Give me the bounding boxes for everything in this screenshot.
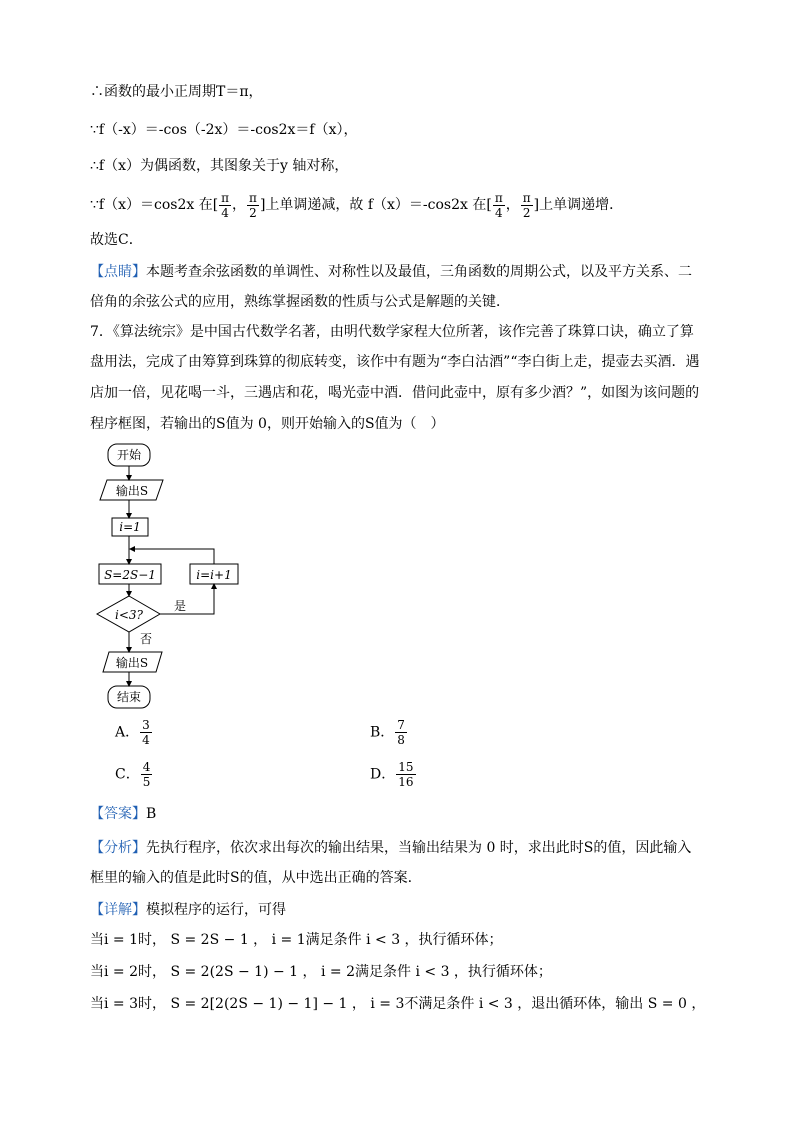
option-b-fraction — [395, 718, 407, 747]
fraction-pi-over-2 — [247, 191, 259, 220]
fraction-pi-over-2 — [521, 191, 533, 220]
frac-num: 7 — [397, 718, 405, 732]
flowchart — [90, 438, 250, 718]
frac-num: π — [221, 190, 230, 205]
no-label: 否 — [139, 632, 153, 646]
question-line-1: 7．《算法统宗》是中国古代数学名著，由明代数学家程大位所著，该作完善了珠算口诀，确立了算 — [90, 324, 694, 340]
step-1: 当i = 1时， S = 2S − 1 ， i = 1满足条件 i < 3 ，执行循环体； — [90, 932, 503, 948]
option-d[interactable] — [370, 760, 417, 789]
line-monotonic: ∵f（x）＝cos2x 在[ $\frac{\pi}{4}$ ， $\frac{\pi}{2}$ ]上单调递减，故 f（x）＝-cos2x 在[ $\frac{\pi}{4}$ ， $\frac{\pi}{2}$ ]上单调递增． — [90, 190, 624, 220]
answer-line — [90, 804, 156, 824]
option-a-label: A． — [115, 724, 140, 741]
option-c-fraction — [141, 760, 153, 789]
dianjing-text-1: 本题考查余弦函数的单调性、对称性以及最值，三角函数的周期公式，以及平方关系、二 — [146, 264, 692, 280]
dianjing-tag: 【点睛】 — [90, 264, 146, 280]
end-label: 结束 — [116, 690, 142, 704]
yes-label: 是 — [173, 599, 187, 613]
option-a-fraction — [140, 718, 152, 747]
frac-den: 2 — [522, 205, 531, 220]
step-2: 当i = 2时， S = 2(2S − 1) − 1 ， i = 2满足条件 i < 3 ，执行循环体； — [90, 964, 552, 980]
monotonic-part-1: ∵f（x）＝cos2x 在[ — [90, 197, 219, 213]
step-3: 当i = 3时， S = 2[2(2S − 1) − 1] − 1 ， i = 3不满足条件 i < 3 ，退出循环体，输出 S = 0 ， — [90, 996, 706, 1012]
detail-line — [90, 900, 286, 920]
question-line-4: 程序框图，若输出的S值为 0，则开始输入的S值为（ ） — [90, 416, 445, 432]
frac-den: 4 — [142, 733, 150, 747]
frac-den: 5 — [142, 775, 151, 789]
option-a[interactable] — [115, 718, 153, 747]
frac-den: 2 — [249, 205, 257, 220]
option-d-label: D． — [370, 766, 396, 783]
frac-num: 4 — [142, 760, 151, 774]
frac-num: π — [494, 190, 503, 205]
analysis-line-1 — [90, 838, 691, 858]
line-choose-c: 故选C． — [90, 232, 143, 248]
option-b-label: B． — [370, 724, 395, 741]
question-line-2: 盘用法，完成了由筹算到珠算的彻底转变，该作中有题为“李白沽酒”“李白街上走，提壶去买酒．遇 — [90, 354, 700, 370]
monotonic-part-2: ]上单调递减，故 f（x）＝-cos2x 在[ — [259, 197, 492, 213]
detail-tag: 【详解】 — [90, 902, 146, 918]
option-c-label: C． — [115, 766, 140, 783]
answer-tag: 【答案】 — [90, 806, 146, 822]
frac-den: 4 — [221, 205, 229, 220]
analysis-line-2: 框里的输入的值是此时S的值，从中选出正确的答案. — [90, 870, 413, 886]
dianjing-line-1 — [90, 262, 692, 282]
detail-text: 模拟程序的运行，可得 — [146, 902, 286, 918]
monotonic-part-3: ]上单调递增． — [533, 197, 624, 213]
line-even-check: ∵f（-x）＝-cos（-2x）＝-cos2x＝f（x）， — [90, 122, 358, 138]
frac-num: π — [249, 190, 257, 205]
assign-label: S=2S−1 — [104, 568, 156, 582]
answer-value: B — [146, 806, 157, 822]
analysis-tag: 【分析】 — [90, 840, 146, 856]
question-line-3: 店加一倍，见花喝一斗，三遇店和花，喝光壶中酒．借问此壶中，原有多少酒？”，如图为该问题的 — [90, 385, 700, 401]
option-d-fraction — [396, 760, 415, 789]
start-label: 开始 — [116, 448, 142, 462]
frac-num: 15 — [398, 760, 414, 774]
line-even-function: ∴f（x）为偶函数，其图象关于y 轴对称， — [90, 158, 349, 174]
frac-den: 16 — [398, 775, 414, 789]
dianjing-line-2: 倍角的余弦公式的应用，熟练掌握函数的性质与公式是解题的关键． — [90, 294, 510, 310]
increment-label: i=i+1 — [196, 568, 232, 582]
init-label: i=1 — [119, 520, 141, 534]
frac-num: 3 — [142, 718, 150, 732]
option-b[interactable] — [370, 718, 408, 747]
condition-label: i<3? — [115, 608, 143, 622]
option-c[interactable] — [115, 760, 153, 789]
line-period: ∴函数的最小正周期T＝π， — [90, 84, 263, 100]
input-label: 输出S — [115, 484, 149, 498]
analysis-text-1: 先执行程序，依次求出每次的输出结果，当输出结果为 0 时，求出此时S的值，因此输入 — [146, 840, 692, 856]
frac-den: 4 — [494, 205, 503, 220]
fraction-pi-over-4 — [219, 191, 231, 220]
frac-num: π — [522, 190, 531, 205]
frac-den: 8 — [397, 733, 405, 747]
fraction-pi-over-4 — [493, 191, 505, 220]
output-label: 输出S — [115, 656, 149, 670]
